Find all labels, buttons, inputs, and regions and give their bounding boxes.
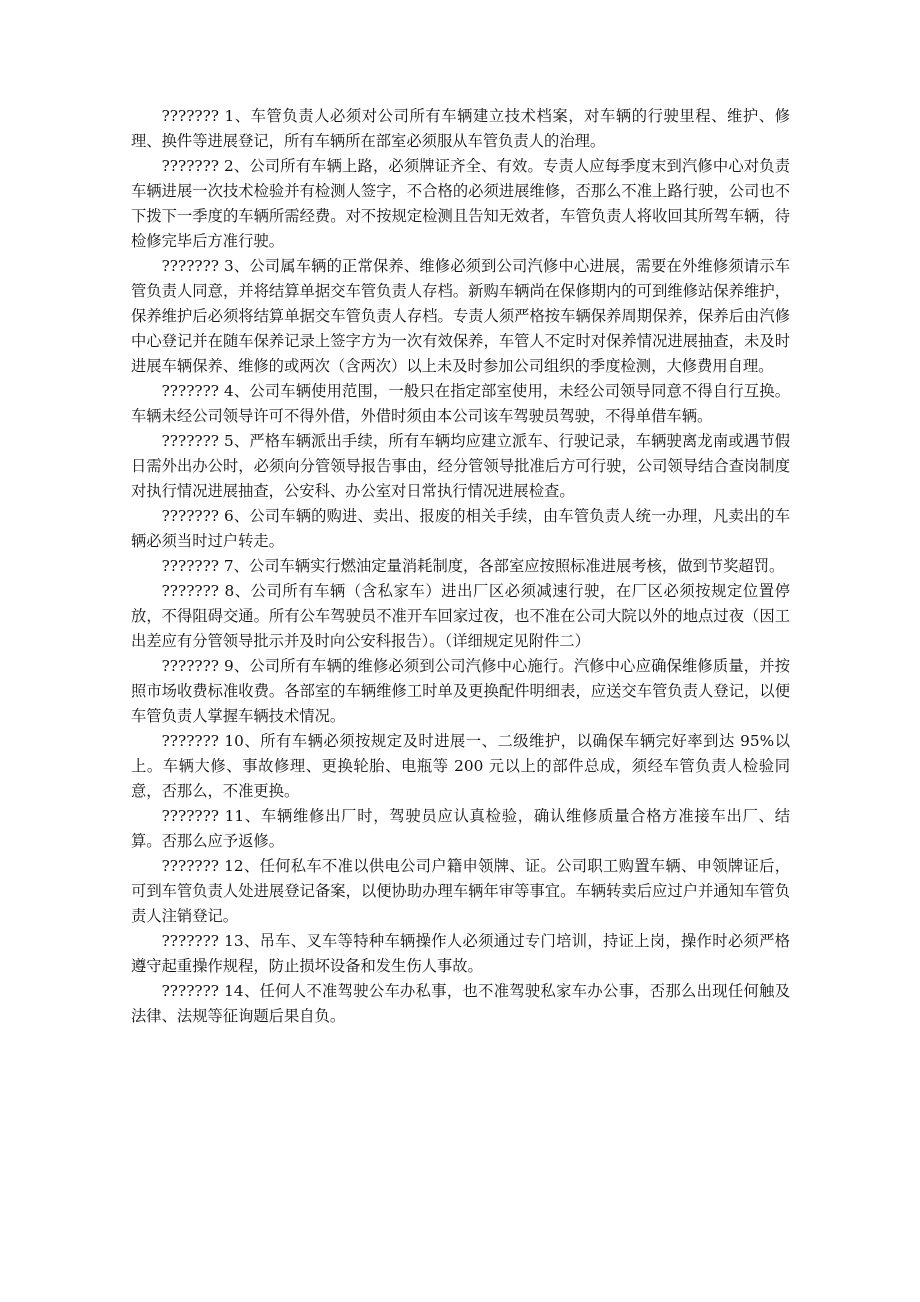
rule-paragraph-12: ??????? 12、任何私车不准以供电公司户籍申领牌、证。公司职工购置车辆、申领牌证后，可到车管负责人处进展登记备案，以便协助办理车辆年审等事宜。车辆转卖后应过户并通知车管负责人注销登记。 [131,857,790,925]
rule-paragraph-11: ??????? 11、车辆维修出厂时，驾驶员应认真检验，确认维修质量合格方准接车出厂、结算。否那么应予返修。 [131,807,790,850]
rule-paragraph-1: ??????? 1、车管负责人必须对公司所有车辆建立技术档案，对车辆的行驶里程、维护、修理、换件等进展登记，所有车辆所在部室必须服从车管负责人的治理。 [131,107,790,150]
rule-paragraph-8: ??????? 8、公司所有车辆（含私家车）进出厂区必须减速行驶，在厂区必须按规定位置停放，不得阻碍交通。所有公车驾驶员不准开车回家过夜，也不准在公司大院以外的地点过夜（因工出差应有分管领导批示并及时向公安科报告）。（详细规定见附件二） [131,582,790,650]
rule-paragraph-6: ??????? 6、公司车辆的购进、卖出、报废的相关手续，由车管负责人统一办理，凡卖出的车辆必须当时过户转走。 [131,507,790,550]
rule-paragraph-5: ??????? 5、严格车辆派出手续，所有车辆均应建立派车、行驶记录，车辆驶离龙南或遇节假日需外出办公时，必须向分管领导报告事由，经分管领导批准后方可行驶，公司领导结合查岗制度对执行情况进展抽查，公安科、办公室对日常执行情况进展检查。 [131,432,790,500]
rule-paragraph-13: ??????? 13、吊车、叉车等特种车辆操作人必须通过专门培训，持证上岗，操作时必须严格遵守起重操作规程，防止损坏设备和发生伤人事故。 [131,932,790,975]
rule-paragraph-9: ??????? 9、公司所有车辆的维修必须到公司汽修中心施行。汽修中心应确保维修质量，并按照市场收费标准收费。各部室的车辆维修工时单及更换配件明细表，应送交车管负责人登记，以便车管负责人掌握车辆技术情况。 [131,657,790,725]
rule-paragraph-10: ??????? 10、所有车辆必须按规定及时进展一、二级维护，以确保车辆完好率到达 95%以上。车辆大修、事故修理、更换轮胎、电瓶等 200 元以上的部件总成，须经车管负责人检验同意，否那么，不准更换。 [131,732,790,800]
rule-paragraph-3: ??????? 3、公司属车辆的正常保养、维修必须到公司汽修中心进展，需要在外维修须请示车管负责人同意，并将结算单据交车管负责人存档。新购车辆尚在保修期内的可到维修站保养维护，保养维护后必须将结算单据交车管负责人存档。专责人须严格按车辆保养周期保养，保养后由汽修中心登记并在随车保养记录上签字方为一次有效保养，车管人不定时对保养情况进展抽查，未及时进展车辆保养、维修的或两次（含两次）以上未及时参加公司组织的季度检测，大修费用自理。 [131,257,790,375]
document-body [131,104,790,1029]
rule-paragraph-14: ??????? 14、任何人不准驾驶公车办私事，也不准驾驶私家车办公事，否那么出现任何触及法律、法规等征询题后果自负。 [131,982,790,1025]
rule-paragraph-7: ??????? 7、公司车辆实行燃油定量消耗制度，各部室应按照标准进展考核，做到节奖超罚。 [161,557,785,575]
rule-paragraph-2: ??????? 2、公司所有车辆上路，必须牌证齐全、有效。专责人应每季度末到汽修中心对负责车辆进展一次技术检验并有检测人签字，不合格的必须进展维修，否那么不准上路行驶，公司也不下拨下一季度的车辆所需经费。对不按规定检测且告知无效者，车管负责人将收回其所驾车辆，待检修完毕后方准行驶。 [131,157,790,250]
rule-paragraph-4: ??????? 4、公司车辆使用范围，一般只在指定部室使用，未经公司领导同意不得自行互换。车辆未经公司领导许可不得外借，外借时须由本公司该车驾驶员驾驶，不得单借车辆。 [131,382,790,425]
